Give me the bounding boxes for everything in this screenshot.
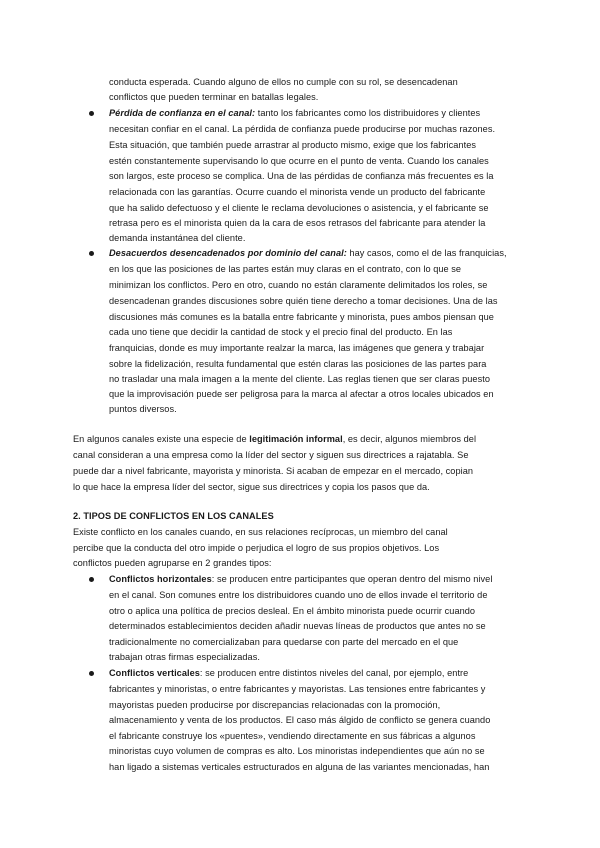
text-line: almacenamiento y venta de los productos. El caso más álgido de conflicto se genera cuando — [109, 715, 491, 725]
text-line: Esta situación, que también puede arrastrar al producto mismo, exige que los fabricantes — [109, 140, 476, 150]
bullet-icon — [89, 111, 94, 116]
bullet-title: Pérdida de confianza en el canal: — [109, 108, 256, 118]
text-line: sobre la fidelización, resulta fundamental que estén claras las posiciones de las partes para — [109, 359, 487, 369]
text-line: otro o aplica una política de precios desleal. En el ámbito minorista puede ocurrir cuando — [109, 606, 476, 616]
text-line: que la improvisación puede ser peligrosa para la marca al afectar a otros locales ubicados en — [109, 389, 494, 399]
text-line: el fabricante construye los «puentes», vendiendo directamente en sus fábricas a algunos — [109, 731, 476, 741]
text-line: retrasa pero es el minorista quien da la cara de esos retrasos del fabricante para atender la — [109, 218, 486, 228]
text-line: estén constantemente supervisando lo que ocurre en el punto de venta. Cuando los canales — [109, 156, 489, 166]
bullet-icon — [89, 251, 94, 256]
text-line: son largos, este proceso se complica. Una de las pérdidas de confianza más frecuentes es la — [109, 171, 494, 181]
paragraph-line — [73, 433, 476, 445]
paragraph-line: puede dar a nivel fabricante, mayorista y minorista. Si acaban de empezar en el mercado, copian — [73, 466, 474, 476]
paragraph-line: Existe conflicto en los canales cuando, en sus relaciones recíprocas, un miembro del canal — [73, 527, 448, 537]
bullet-first-line — [109, 573, 492, 585]
text-line: en el canal. Son comunes entre los distribuidores cuando uno de ellos invade el territorio de — [109, 590, 488, 600]
text-line: necesitan confiar en el canal. La pérdida de confianza puede producirse por muchas razones. — [109, 124, 496, 134]
bullet-text: tanto los fabricantes como los distribuidores y clientes — [255, 108, 481, 118]
text-line: que ha salido defectuoso y el cliente le reclama devoluciones o asistencia, y el fabricante se — [109, 203, 489, 213]
paragraph-text: , es decir, algunos miembros del — [342, 434, 477, 444]
text-line: minimizan los conflictos. Pero en otro, cuando no están claramente delimitados los roles, se — [109, 280, 488, 290]
paragraph-line: percibe que la conducta del otro impide o perjudica el logro de sus propios objetivos. Los — [73, 543, 440, 553]
bullet-icon — [89, 577, 94, 582]
bullet-text: hay casos, como el de las franquicias, — [346, 248, 507, 258]
bullet-first-line — [109, 667, 468, 679]
text-line: minoristas cuyo volumen de compras es alto. Los minoristas independientes que aún no se — [109, 746, 485, 756]
paragraph-text: En algunos canales existe una especie de — [73, 434, 250, 444]
text-line: trabajan otras firmas especializadas. — [109, 652, 260, 662]
text-line: en los que las posiciones de las partes están muy claras en el contrato, con lo que se — [109, 264, 462, 274]
text-line: cada uno tiene que decidir la cantidad de stock y el precio final del producto. En las — [109, 327, 453, 337]
text-line: discusiones más comunes es la batalla entre fabricante y minorista, pues ambos piensan que — [109, 312, 494, 322]
bullet-text: : se producen entre distintos niveles del canal, por ejemplo, entre — [199, 668, 469, 678]
text-line: relacionada con las garantías. Ocurre cuando el minorista vende un producto del fabricante — [109, 187, 486, 197]
bullet-title: Desacuerdos desencadenados por dominio del canal: — [109, 248, 347, 258]
section-heading: 2. TIPOS DE CONFLICTOS EN LOS CANALES — [73, 511, 274, 521]
text-line: demanda instantánea del cliente. — [109, 233, 246, 243]
paragraph-line: canal consideran a una empresa como la líder del sector y siguen sus directrices a rajatabla. Se — [73, 450, 469, 460]
bullet-title: Conflictos verticales — [109, 668, 200, 678]
text-line: mayoristas pueden producirse por discrepancias relacionadas con la promoción, — [109, 700, 441, 710]
bullet-icon — [89, 671, 94, 676]
bold-term: legitimación informal — [249, 434, 343, 444]
text-line: han ligado a sistemas verticales estructurados en alguna de las variantes mencionadas, han — [109, 762, 490, 772]
bullet-text: : se producen entre participantes que operan dentro del mismo nivel — [211, 574, 493, 584]
bullet-first-line — [109, 247, 507, 259]
text-line: franquicias, donde es muy importante realzar la marca, las imágenes que genera y trabajar — [109, 343, 485, 353]
bullet-title: Conflictos horizontales — [109, 574, 212, 584]
text-line: determinados establecimientos deciden añadir nuevas líneas de productos que antes no se — [109, 621, 486, 631]
paragraph-line: lo que hace la empresa líder del sector, sigue sus directrices y copia los pasos que da. — [73, 482, 430, 492]
text-line: conducta esperada. Cuando alguno de ellos no cumple con su rol, se desencadenan — [109, 77, 458, 87]
text-line: conflictos que pueden terminar en batallas legales. — [109, 92, 319, 102]
paragraph-line: conflictos pueden agruparse en 2 grandes tipos: — [73, 558, 272, 568]
text-line: puntos diversos. — [109, 404, 177, 414]
text-line: desencadenan grandes discusiones sobre quién tiene derecho a tomar decisiones. Una de las — [109, 296, 498, 306]
bullet-first-line — [109, 107, 480, 119]
text-line: fabricantes y minoristas, o entre fabricantes y mayoristas. Las tensiones entre fabricantes y — [109, 684, 486, 694]
text-line: no trasladar una mala imagen a la mente del cliente. Las reglas tienen que ser claras puesto — [109, 374, 490, 384]
text-line: tradicionalmente no comercializaban para quedarse con parte del mercado en el que — [109, 637, 459, 647]
